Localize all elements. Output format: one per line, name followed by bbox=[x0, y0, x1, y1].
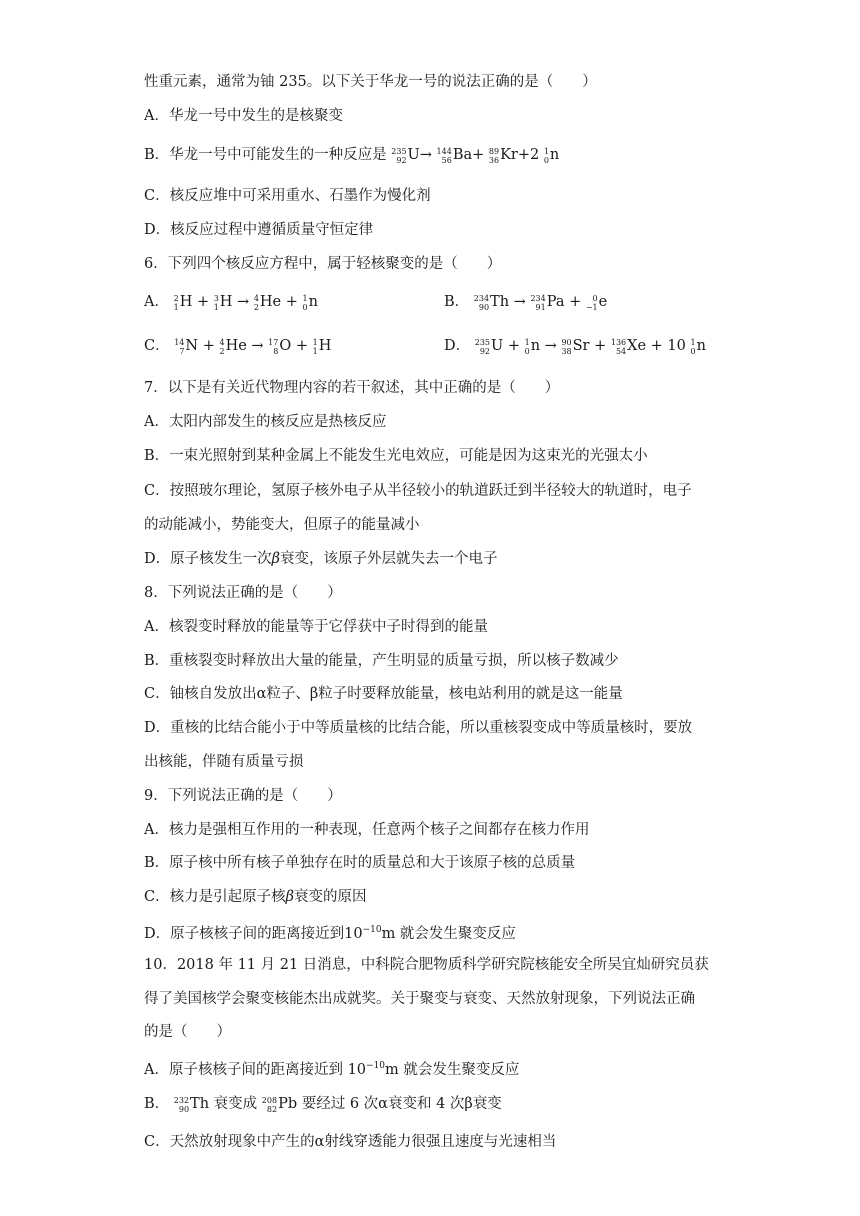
q9-option-d: D．原子核核子间的距离接近到$10^{-10}m$ 就会发生聚变反应 bbox=[144, 925, 516, 942]
q9-option-c: C．核力是引起原子核β衰变的原因 bbox=[144, 889, 367, 905]
q5-option-a: A．华龙一号中发生的是核聚变 bbox=[144, 108, 343, 124]
q6-option-a: A． 2 1 H + 3 1 H → 4 2 He + 1 0 n bbox=[144, 294, 318, 312]
q5-option-c: C．核反应堆中可采用重水、石墨作为慢化剂 bbox=[144, 188, 431, 204]
q6-option-c: C． 14 7 N + 4 2 He → 17 8 O + 1 1 H bbox=[144, 338, 332, 356]
q7-option-b: B．一束光照射到某种金属上不能发生光电效应，可能是因为这束光的光强太小 bbox=[144, 448, 648, 464]
q9-option-a: A．核力是强相互作用的一种表现，任意两个核子之间都存在核力作用 bbox=[144, 822, 590, 838]
q7-option-d: D．原子核发生一次β衰变，该原子外层就失去一个电子 bbox=[144, 551, 498, 567]
q8-option-a: A．核裂变时释放的能量等于它俘获中子时得到的能量 bbox=[144, 619, 488, 635]
q8-option-c: C．铀核自发放出α粒子、β粒子时要释放能量，核电站利用的就是这一能量 bbox=[144, 686, 623, 702]
q5-stem-tail: 性重元素，通常为铀 235。以下关于华龙一号的说法正确的是（ ） bbox=[144, 74, 597, 90]
q8-option-d-line2: 出核能，伴随有质量亏损 bbox=[144, 754, 304, 770]
q10-stem-line3: 的是（ ） bbox=[144, 1024, 231, 1040]
q8-stem: 8．下列说法正确的是（ ） bbox=[144, 585, 342, 601]
q6-option-d: D． 235 92 U + 1 0 n → 90 38 Sr + 136 54 Xe + 10 1 0 n bbox=[444, 338, 706, 356]
q10-stem-line2: 得了美国核学会聚变核能杰出成就奖。关于聚变与衰变、天然放射现象，下列说法正确 bbox=[144, 991, 695, 1007]
q10-option-c: C．天然放射现象中产生的α射线穿透能力很强且速度与光速相当 bbox=[144, 1134, 557, 1150]
q6-stem: 6．下列四个核反应方程中，属于轻核聚变的是（ ） bbox=[144, 256, 502, 272]
q7-stem: 7．以下是有关近代物理内容的若干叙述，其中正确的是（ ） bbox=[144, 380, 560, 396]
q5-option-d: D．核反应过程中遵循质量守恒定律 bbox=[144, 222, 374, 238]
q9-option-b: B．原子核中所有核子单独存在时的质量总和大于该原子核的总质量 bbox=[144, 855, 576, 871]
q7-option-a: A．太阳内部发生的核反应是热核反应 bbox=[144, 414, 387, 430]
q10-option-b: B． 232 90 Th 衰变成 208 82 Pb 要经过 6 次α衰变和 4 次β衰变 bbox=[144, 1096, 502, 1114]
q10-option-a: A．原子核核子间的距离接近到 $10^{-10}m$ 就会发生聚变反应 bbox=[144, 1061, 520, 1078]
q8-option-b: B．重核裂变时释放出大量的能量，产生明显的质量亏损，所以核子数减少 bbox=[144, 653, 619, 669]
q5-option-b: B．华龙一号中可能发生的一种反应是 235 92 U→ 144 56 Ba+ 89 36 Kr+2 1 0 n bbox=[144, 147, 560, 165]
q9-stem: 9．下列说法正确的是（ ） bbox=[144, 788, 342, 804]
q7-option-c-line2: 的动能减小，势能变大，但原子的能量减小 bbox=[144, 517, 420, 533]
q7-option-c-line1: C．按照玻尔理论，氢原子核外电子从半径较小的轨道跃迁到半径较大的轨道时，电子 bbox=[144, 483, 692, 499]
q10-stem-line1: 10．2018 年 11 月 21 日消息，中科院合肥物质科学研究院核能安全所吴宜灿研究员获 bbox=[144, 957, 709, 973]
q6-option-b: B． 234 90 Th → 234 91 Pa + 0 −1 e bbox=[444, 294, 608, 312]
q8-option-d-line1: D．重核的比结合能小于中等质量核的比结合能，所以重核裂变成中等质量核时，要放 bbox=[144, 720, 693, 736]
